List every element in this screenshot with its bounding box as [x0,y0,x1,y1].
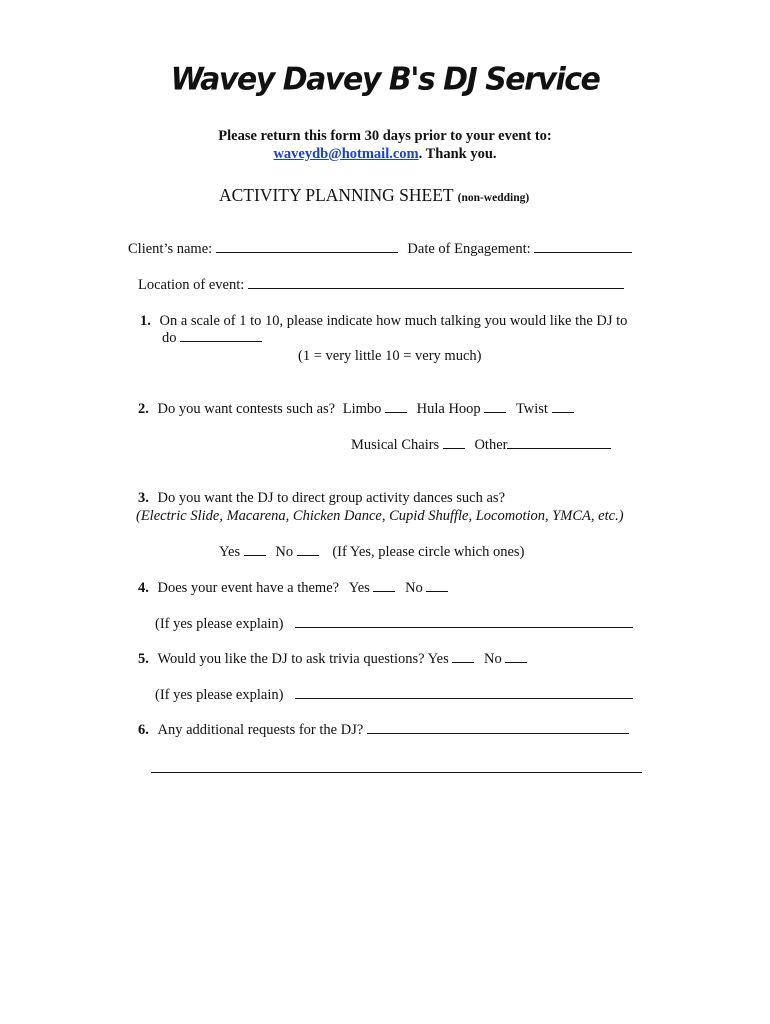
question-4-number: 4. [138,580,149,596]
location-row [138,277,624,294]
question-1-text: On a scale of 1 to 10, please indicate how much talking you would like the DJ to [159,313,628,329]
question-1-scale: (1 = very little 10 = very much) [298,348,482,364]
question-2-row-2 [351,437,611,454]
twist-label: Twist [515,401,548,417]
question-6 [138,722,629,739]
q5-no-field[interactable] [505,661,527,663]
twist-field[interactable] [552,411,574,413]
q3-circle-note: (If Yes, please circle which ones) [332,544,525,560]
hula-hoop-field[interactable] [484,411,506,413]
q5-explain-field[interactable] [295,697,633,699]
q3-no-field[interactable] [297,554,319,556]
question-3-examples: (Electric Slide, Macarena, Chicken Dance, Cupid Shuffle, Locomotion, YMCA, etc.) [136,508,624,524]
question-3-answer-row [219,544,524,561]
question-2-text: Do you want contests such as? [157,401,336,417]
q3-yes-label: Yes [219,544,241,560]
q3-yes-field[interactable] [244,554,266,556]
question-5-text: Would you like the DJ to ask trivia questions? [157,651,425,667]
q4-yes-label: Yes [348,580,370,596]
date-field[interactable] [534,251,632,253]
question-3 [138,490,505,507]
q5-no-label: No [484,651,502,667]
location-label: Location of event: [138,277,245,293]
question-1 [140,313,627,330]
q5-explain-label: (If yes please explain) [155,687,284,703]
question-4 [138,580,448,597]
page-title: Wavey Davey B's DJ Service [170,61,600,98]
q5-explain-row [155,687,633,704]
q3-no-label: No [275,544,294,560]
q4-no-label: No [405,580,423,596]
question-6-number: 6. [138,722,149,738]
thanks-text: . Thank you. [418,146,497,162]
question-4-text: Does your event have a theme? [157,580,340,596]
client-name-label: Client’s name: [128,241,213,257]
sheet-heading-note: (non-wedding) [457,192,530,204]
question-1-do: do [162,330,177,346]
question-1-do-row [162,330,262,347]
question-5 [138,651,527,668]
q4-explain-field[interactable] [295,626,633,628]
client-name-field[interactable] [216,251,398,253]
date-label: Date of Engagement: [407,241,531,257]
talking-scale-field[interactable] [180,340,262,342]
sheet-heading [219,185,529,206]
email-line [0,146,770,163]
other-field[interactable] [507,447,611,449]
hula-hoop-label: Hula Hoop [416,401,481,417]
return-instructions: Please return this form 30 days prior to your event to: [218,128,552,144]
question-2 [138,401,574,418]
musical-chairs-field[interactable] [443,447,465,449]
email-link[interactable]: waveydb@hotmail.com [273,146,419,162]
sheet-heading-text: ACTIVITY PLANNING SHEET [219,185,454,205]
q4-explain-row [155,616,633,633]
client-name-row [128,241,632,258]
question-2-number: 2. [138,401,149,417]
location-field[interactable] [248,287,624,289]
additional-requests-line-2[interactable] [151,772,642,773]
q4-yes-field[interactable] [373,590,395,592]
q4-explain-label: (If yes please explain) [155,616,284,632]
question-6-text: Any additional requests for the DJ? [157,722,364,738]
question-3-text: Do you want the DJ to direct group activity dances such as? [157,490,506,506]
additional-requests-field[interactable] [367,732,629,734]
q4-no-field[interactable] [426,590,448,592]
other-label: Other [474,437,508,453]
q5-yes-label: Yes [427,651,449,667]
question-1-number: 1. [140,313,151,329]
q5-yes-field[interactable] [452,661,474,663]
musical-chairs-label: Musical Chairs [351,437,440,453]
limbo-label: Limbo [342,401,382,417]
question-5-number: 5. [138,651,149,667]
question-3-number: 3. [138,490,149,506]
limbo-field[interactable] [385,411,407,413]
